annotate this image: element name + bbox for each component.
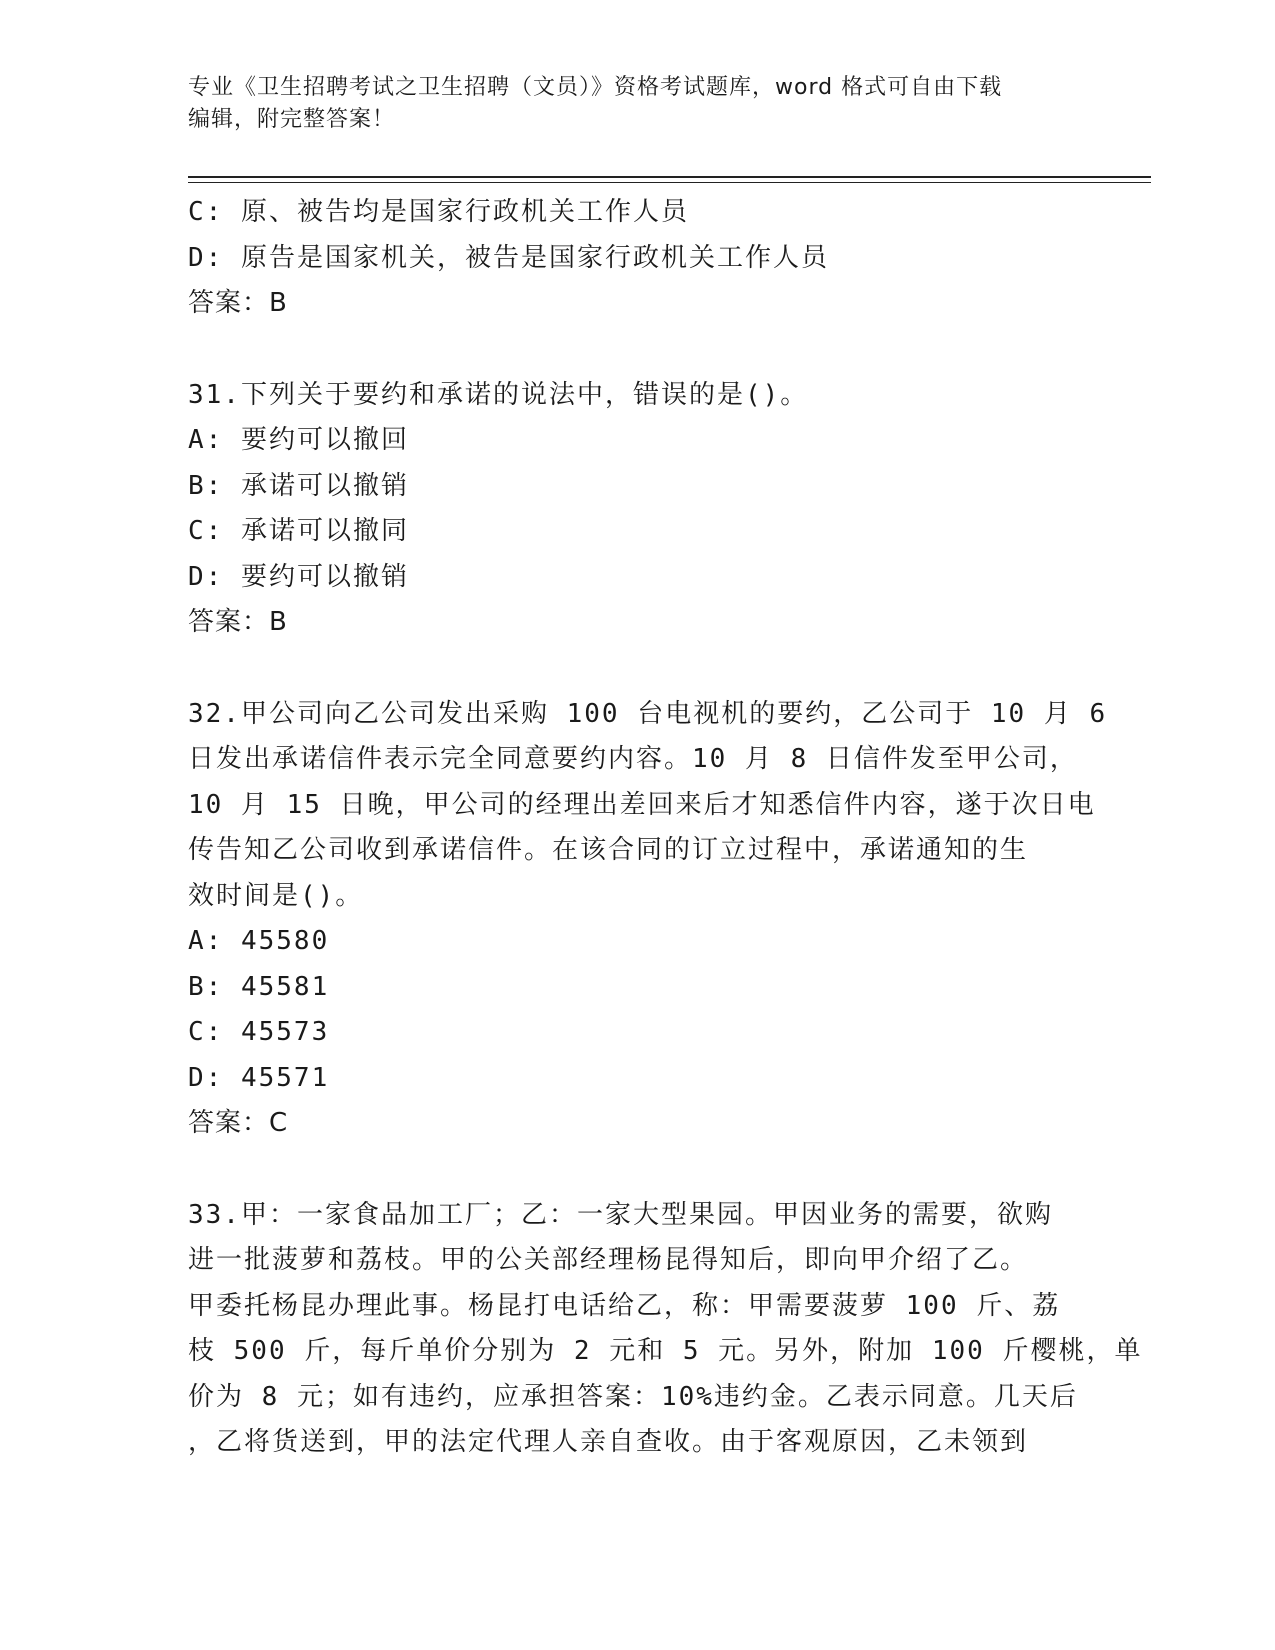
q32-option-c: C: 45573: [188, 1017, 330, 1047]
q32-stem-line: 效时间是()。: [188, 880, 364, 911]
q33-stem-line: 价为 8 元；如有违约，应承担答案：10%违约金。乙表示同意。几天后: [188, 1381, 1078, 1412]
q33-stem-line: 33.甲：一家食品加工厂；乙：一家大型果园。甲因业务的需要，欲购: [188, 1199, 1053, 1230]
spacer: [188, 327, 1088, 373]
spacer: [188, 1147, 1088, 1193]
q33-stem-line: ，乙将货送到，甲的法定代理人亲自查收。由于客观原因，乙未领到: [188, 1427, 1029, 1457]
q32-stem-line: 日发出承诺信件表示完全同意要约内容。10 月 8 日信件发至甲公司，: [188, 744, 1078, 774]
document-header: [188, 72, 1088, 136]
q30-answer: 答案：B: [188, 288, 288, 318]
q32-option-a: A: 45580: [188, 926, 330, 956]
header-line-1: 专业《卫生招聘考试之卫生招聘（文员）》资格考试题库，word 格式可自由下载: [188, 75, 1003, 100]
q31-option-c: C: 承诺可以撤同: [188, 516, 409, 546]
question-content: [188, 190, 1143, 1466]
q30-option-c: C: 原、被告均是国家行政机关工作人员: [188, 197, 689, 227]
q33-stem-line: 枝 500 斤，每斤单价分别为 2 元和 5 元。另外，附加 100 斤樱桃，单: [188, 1336, 1143, 1366]
header-line-2: 编辑，附完整答案！: [188, 107, 396, 132]
q32-option-b: B: 45581: [188, 971, 330, 1002]
q33-stem-line: 进一批菠萝和荔枝。甲的公关部经理杨昆得知后，即向甲介绍了乙。: [188, 1245, 1029, 1275]
q31-stem: 31.下列关于要约和承诺的说法中，错误的是()。: [188, 379, 809, 410]
spacer: [188, 646, 1088, 692]
q31-answer: 答案：B: [188, 607, 288, 637]
q31-option-b: B: 承诺可以撤销: [188, 470, 409, 501]
q31-option-d: D: 要约可以撤销: [188, 561, 409, 592]
q32-answer: 答案：C: [188, 1108, 289, 1138]
q30-option-d: D: 原告是国家机关，被告是国家行政机关工作人员: [188, 242, 829, 273]
header-divider-thin: [188, 182, 1151, 183]
q33-stem-line: 甲委托杨昆办理此事。杨昆打电话给乙，称：甲需要菠萝 100 斤、荔: [188, 1290, 1061, 1321]
header-divider-thick: [188, 176, 1151, 178]
q32-stem-line: 32.甲公司向乙公司发出采购 100 台电视机的要约，乙公司于 10 月 6: [188, 698, 1108, 729]
q31-option-a: A: 要约可以撤回: [188, 425, 409, 455]
q32-stem-line: 10 月 15 日晚，甲公司的经理出差回来后才知悉信件内容，遂于次日电: [188, 789, 1096, 820]
q32-stem-line: 传告知乙公司收到承诺信件。在该合同的订立过程中，承诺通知的生: [188, 835, 1029, 865]
q32-option-d: D: 45571: [188, 1062, 330, 1093]
